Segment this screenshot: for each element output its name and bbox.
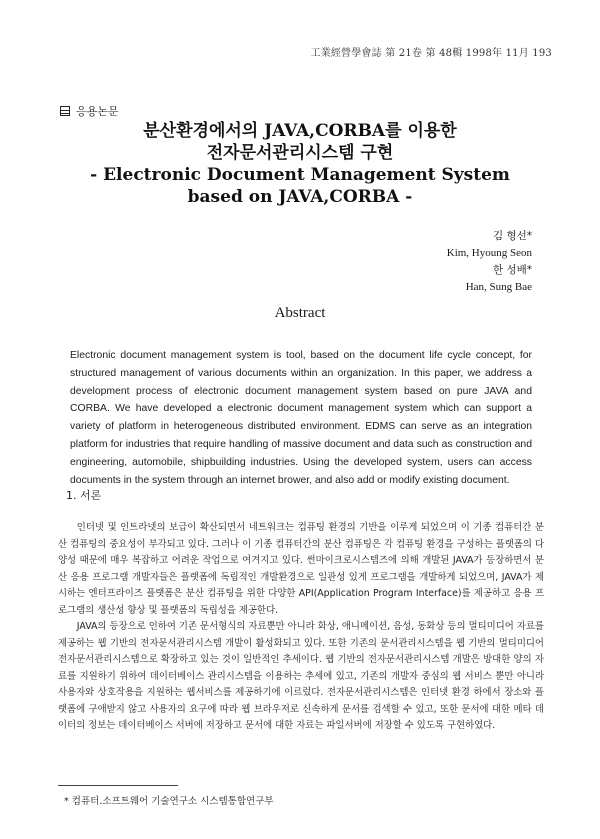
section-1-body (58, 520, 544, 735)
running-header: 工業經營學會誌 第 21卷 第 48輯 1998年 11月 193 (310, 48, 552, 59)
author-1-english: Kim, Hyoung Seon (446, 247, 532, 259)
section-tag (60, 103, 119, 119)
paper-title (0, 120, 600, 208)
body-paragraph-1: 인터넷 및 인트라넷의 보급이 확산되면서 네트워크는 컴퓨팅 환경의 기반을 이루게 되었으며 이 기종 컴퓨터간 분산 컴퓨팅의 중요성이 부각되고 있다. 그러나 이 기종 컴퓨터간의 분산 컴퓨팅은 각 컴퓨팅 환경을 구성하는 플랫폼의 다양성 때문에 매우 복잡하고 어려운 작업으로 여겨지고 있다. 썬마이크로시스템즈에 의해 개발된 JAVA가 등장하면서 분산 응용 프로그램 개발자들은 플랫폼에 독립적인 개발환경으로 일관성 있게 프로그램을 개발하게 되었으며, JAVA가 제시하는 엔터프라이즈 플랫폼은 분산 컴퓨팅을 위한 다양한 API(Application Program Interface)를 제공하고 응용 프로그램의 생산성 향상 및 플랫폼의 독립성을 제공한다. (58, 522, 544, 616)
section-1-heading: 1. 서론 (66, 489, 102, 502)
footnote: * 컴퓨터.소프트웨어 기술연구소 시스템통합연구부 (64, 796, 274, 807)
section-marker-icon (60, 106, 70, 116)
body-paragraph-2: JAVA의 등장으로 인하여 기존 문서형식의 자료뿐만 아니라 화상, 애니메이션, 음성, 동화상 등의 멀티미디어 자료를 제공하는 웹 기반의 전자문서관리시스템 개발이 활성화되고 있다. 또한 기존의 문서관리시스템을 웹 기반의 멀티미디어 전자문서관리시스템으로 확장하고 있는 것이 일반적인 추세이다. 웹 기반의 전자문서관리시스템 개발은 방대한 양의 자료를 지원하기 위하여 데이터베이스 관리시스템을 이용하는 추세에 있고, 기존의 개발자 중심의 웹 서비스 뿐만 아니라 사용자와 상호작용을 지원하는 웹서비스를 제공하기에 이르렀다. 전자문서관리시스템은 인터넷 환경 하에서 장소와 플랫폼에 구애받지 않고 사용자의 요구에 따라 웹 브라우저로 신속하게 문서를 검색할 수 있고, 또한 문서에 대한 메타 데이터의 정보는 데이터베이스 서버에 저장하고 문서에 대한 자료는 파일서버에 저장할 수 있도록 구현하였다. (58, 621, 544, 731)
abstract-text: Electronic document management system is tool, based on the document life cycle concept, for structured management of various documents within an organization. In this paper, we address a development process of electronic document management system based on pure JAVA and CORBA. We have developed a electronic document management system which can support a variety of platform in heterogeneous distributed environment. EDMS can serve as an integration platform for industries that require handling of massive document and data such as construction and engineering, automobile, shipbuilding industries. Using the developed system, users can access documents in the system through an internet brower, and also add or modify existing document. (70, 350, 532, 486)
author-1-korean: 김 형선* (492, 230, 532, 242)
abstract-heading: Abstract (274, 305, 326, 321)
title-line-3: - Electronic Document Management System (90, 165, 510, 185)
title-line-2: 전자문서관리시스템 구현 (206, 143, 394, 163)
section-tag-label: 응용논문 (76, 105, 119, 118)
title-line-1: 분산환경에서의 JAVA,CORBA를 이용한 (143, 121, 457, 141)
footnote-divider (58, 785, 178, 786)
title-line-4: based on JAVA,CORBA - (187, 187, 413, 207)
author-2-korean: 한 성배* (492, 264, 532, 276)
author-list (447, 228, 532, 296)
author-2-english: Han, Sung Bae (465, 281, 532, 293)
